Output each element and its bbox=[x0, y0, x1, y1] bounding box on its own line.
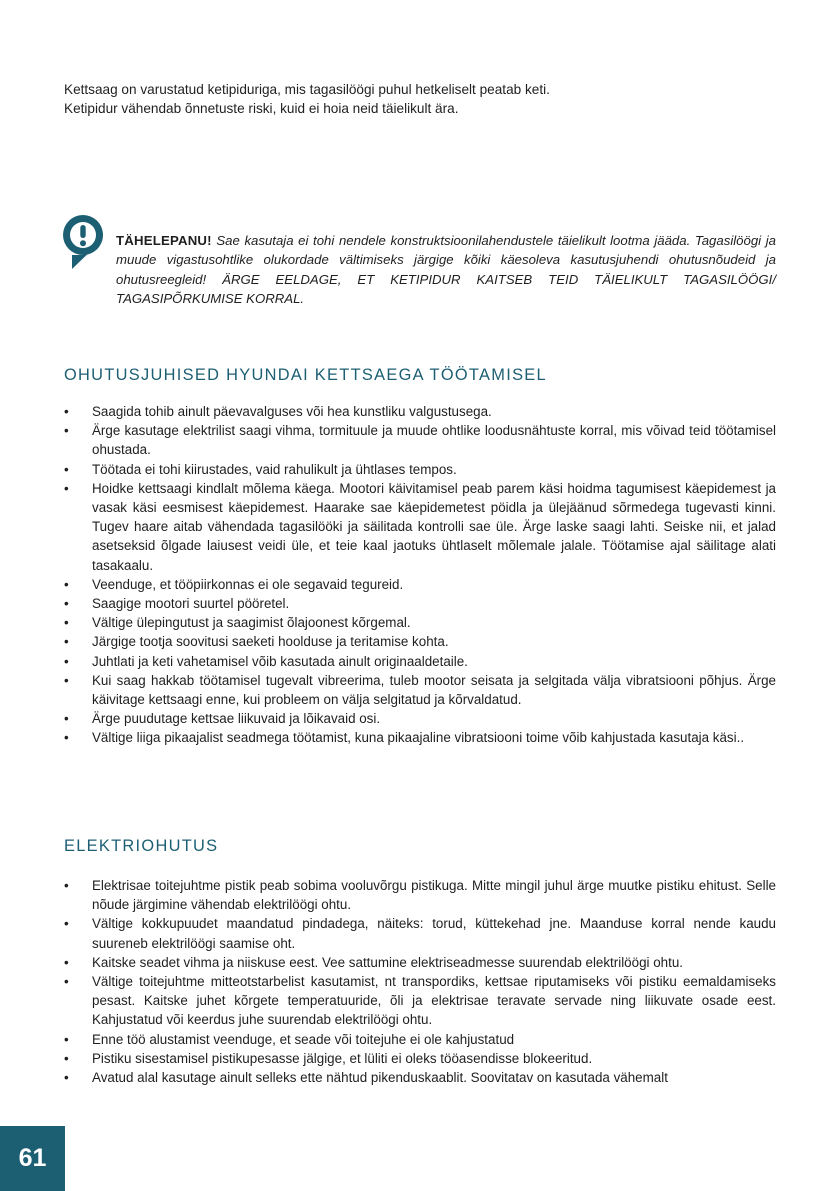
list-item: • Saagige mootori suurtel pööretel. bbox=[64, 594, 776, 613]
list-item: • Pistiku sisestamisel pistikupesasse jälgige, et lüliti ei oleks tööasendisse blokeeritud. bbox=[64, 1049, 776, 1068]
list-item: • Elektrisae toitejuhtme pistik peab sobima vooluvõrgu pistikuga. Mitte mingil juhul ärge muutke pistiku ehitust. Selle nõude järgimine vähendab elektrilöögi ohtu. bbox=[64, 876, 776, 914]
list-item: • Vältige toitejuhtme mitteotstarbelist kasutamist, nt transpordiks, kettsae riputamiseks või pistiku eemaldamiseks pesast. Kaitske juhet kõrgete temperatuuride, õli ja elektrisae teravate servade ning liikuvate osade eest. Kahjustatud või keerdus juhe suurendab elektrilöögi ohtu. bbox=[64, 972, 776, 1030]
list-item: • Ärge puudutage kettsae liikuvaid ja lõikavaid osi. bbox=[64, 709, 776, 728]
section-heading-electrical: ELEKTRIOHUTUS bbox=[64, 837, 219, 855]
list-item: • Ärge kasutage elektrilist saagi vihma, tormituule ja muude ohtlike loodusnähtuste korral, mis võivad teid töötamisel ohustada. bbox=[64, 421, 776, 459]
warning-label: TÄHELEPANU! bbox=[116, 233, 212, 248]
intro-paragraph bbox=[64, 80, 784, 118]
intro-line-1: Kettsaag on varustatud ketipiduriga, mis tagasilöögi puhul hetkeliselt peatab keti. bbox=[64, 82, 550, 97]
list-item: • Töötada ei tohi kiirustades, vaid rahulikult ja ühtlases tempos. bbox=[64, 460, 776, 479]
list-item: • Enne töö alustamist veenduge, et seade või toitejuhe ei ole kahjustatud bbox=[64, 1030, 776, 1049]
electrical-list bbox=[64, 876, 776, 1087]
list-item: • Kui saag hakkab töötamisel tugevalt vibreerima, tuleb mootor seisata ja selgitada välja vibratsiooni põhjus. Ärge käivitage kettsaagi enne, kui probleem on välja selgitatud ja kõrvaldatud. bbox=[64, 671, 776, 709]
list-item: • Kaitske seadet vihma ja niiskuse eest. Vee sattumine elektriseadmesse suurendab elektrilöögi ohtu. bbox=[64, 953, 776, 972]
list-item: • Saagida tohib ainult päevavalguses või hea kunstliku valgustusega. bbox=[64, 402, 776, 421]
list-item: • Vältige liiga pikaajalist seadmega töötamist, kuna pikaajaline vibratsiooni toime võib kahjustada kasutaja käsi.. bbox=[64, 728, 776, 747]
intro-line-2: Ketipidur vähendab õnnetuste riski, kuid ei hoia neid täielikult ära. bbox=[64, 101, 459, 116]
safety-list bbox=[64, 402, 776, 748]
list-item: • Järgige tootja soovitusi saeketi hoolduse ja teritamise kohta. bbox=[64, 632, 776, 651]
list-item: • Juhtlati ja keti vahetamisel võib kasutada ainult originaaldetaile. bbox=[64, 652, 776, 671]
list-item: • Veenduge, et tööpiirkonnas ei ole segavaid tegureid. bbox=[64, 575, 776, 594]
warning-box bbox=[62, 214, 782, 314]
page-number: 61 bbox=[0, 1126, 65, 1191]
list-item: • Avatud alal kasutage ainult selleks ette nähtud pikenduskaablit. Soovitatav on kasutada vähemalt bbox=[64, 1068, 776, 1087]
list-item: • Vältige kokkupuudet maandatud pindadega, näiteks: torud, küttekehad jne. Maanduse korral nende kaudu suureneb elektrilöögi saamise oht. bbox=[64, 914, 776, 952]
list-item: • Hoidke kettsaagi kindlalt mõlema käega. Mootori käivitamisel peab parem käsi hoidma tagumisest käepidemest ja vasak käsi eesmisest käepidemest. Haarake sae käepidemetest pöidla ja ülejäänud sõrmedega tugevasti kinni. Tugev haare aitab vähendada tagasilööki ja säilitada kontrolli sae üle. Ärge laske saagi lahti. Seiske nii, et jalad asetseksid õlgade laiusest veidi üle, et teie kaal jaotuks ühtlaselt mõlemale jalale. Töötamise ajal säilitage alati tasakaalu. bbox=[64, 479, 776, 575]
warning-text bbox=[116, 231, 776, 309]
list-item: • Vältige ülepingutust ja saagimist õlajoonest kõrgemal. bbox=[64, 613, 776, 632]
exclamation-icon bbox=[62, 214, 104, 270]
section-heading-safety: OHUTUSJUHISED HYUNDAI KETTSAEGA TÖÖTAMISEL bbox=[64, 366, 547, 384]
warning-message: Sae kasutaja ei tohi nendele konstruktsioonilahendustele täielikult lootma jääda. Tagasilöögi ja muude vigastusohtlike olukordade vältimiseks järgige kõiki käesoleva kasutusjuhendi ohutusnõudeid ja ohutusreegleid! ÄRGE EELDAGE, ET KETIPIDUR KAITSEB TEID TÄIELIKULT TAGASILÖÖGI/ TAGASIPÕRKUMISE KORRAL. bbox=[116, 233, 776, 307]
